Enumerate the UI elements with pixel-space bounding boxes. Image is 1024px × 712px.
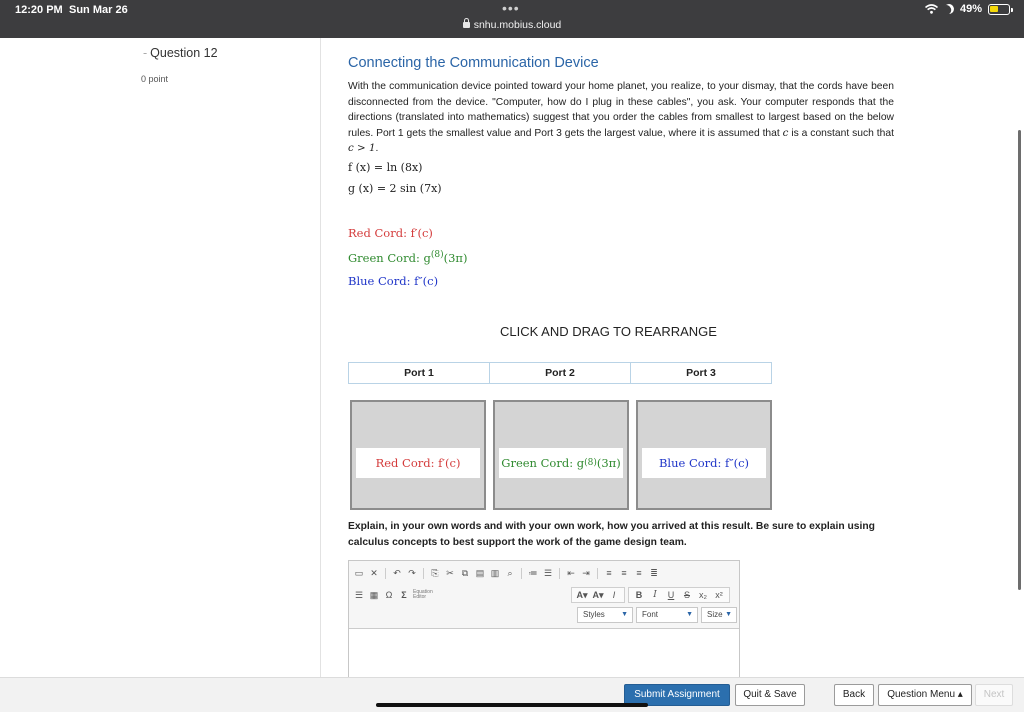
- blue-cord-label: Blue Cord: f″(c): [348, 274, 439, 288]
- divider: [521, 568, 522, 579]
- tile-arg: (3π): [596, 456, 621, 470]
- outdent-icon[interactable]: ⇤: [567, 568, 575, 578]
- lock-icon: [463, 22, 470, 28]
- multitasking-dots-icon[interactable]: •••: [502, 0, 520, 16]
- superscript-icon[interactable]: x²: [715, 590, 723, 600]
- align-right-icon[interactable]: ≡: [636, 568, 642, 578]
- divider: [385, 568, 386, 579]
- styles-select-label: Styles: [583, 610, 605, 619]
- size-select[interactable]: [701, 607, 737, 623]
- question-body: [348, 79, 894, 157]
- sigma-icon[interactable]: Σ: [401, 590, 407, 600]
- draggable-tile-blue-cord[interactable]: [636, 400, 772, 510]
- maximize-icon[interactable]: ✕: [370, 568, 378, 578]
- italic-icon[interactable]: I: [653, 590, 657, 600]
- tile-label: [499, 448, 623, 478]
- draggable-tile-green-cord[interactable]: [493, 400, 629, 510]
- question-title: Connecting the Communication Device: [348, 55, 599, 71]
- color-group: [571, 587, 625, 603]
- status-date: Sun Mar 26: [69, 4, 128, 16]
- status-time: 12:20 PM: [15, 4, 63, 16]
- bulleted-list-icon[interactable]: ☰: [543, 568, 553, 578]
- bottom-action-bar: [0, 677, 1024, 712]
- green-cord-order: (8): [430, 250, 444, 260]
- font-select[interactable]: [636, 607, 698, 623]
- red-cord-label: Red Cord: f′(c): [348, 226, 433, 240]
- text-color-icon[interactable]: A▾: [576, 590, 588, 600]
- editor-text-area[interactable]: [349, 630, 739, 677]
- size-select-label: Size: [707, 610, 723, 619]
- styles-select[interactable]: [577, 607, 633, 623]
- bold-icon[interactable]: B: [635, 590, 643, 600]
- tile-label: Blue Cord: f″(c): [642, 448, 766, 478]
- draggable-tile-red-cord[interactable]: [350, 400, 486, 510]
- toolbar-row-1: [353, 567, 660, 579]
- back-button[interactable]: Back: [834, 684, 874, 706]
- submit-assignment-button[interactable]: Submit Assignment: [624, 684, 730, 706]
- battery-percent: 49%: [959, 3, 982, 15]
- do-not-disturb-icon: [943, 3, 956, 16]
- copy-formatting-icon[interactable]: ⎘: [431, 568, 439, 578]
- chevron-down-icon: ▼: [725, 611, 732, 618]
- divider: [423, 568, 424, 579]
- indent-icon[interactable]: ⇥: [582, 568, 590, 578]
- strikethrough-icon[interactable]: S: [683, 590, 690, 600]
- question-number-label: Question 12: [150, 46, 218, 60]
- wifi-icon: [925, 4, 938, 14]
- question-body-text: With the communication device pointed toward your home planet, you realize, to your dismay, that the cords have been disconnected from the device. "Computer, how do I plug in these cables", you ask. Your computer responds that the directions (translated into mathematics) suggest that you order the cables from smallest to largest based on the below rules. Port 1 gets the smallest value and Port 3 gets the largest value, where it is assumed that: [348, 81, 894, 139]
- chevron-down-icon: ▼: [686, 611, 693, 618]
- status-bar: [0, 0, 1024, 38]
- subscript-icon[interactable]: x₂: [699, 590, 707, 600]
- home-indicator[interactable]: [376, 703, 648, 707]
- question-body-end: .: [375, 143, 379, 155]
- source-icon[interactable]: ▭: [354, 568, 364, 578]
- condition-expression: c > 1: [348, 142, 376, 155]
- copy-icon[interactable]: ⧉: [461, 568, 469, 578]
- chevron-down-icon: ▼: [621, 611, 628, 618]
- align-center-icon[interactable]: ≡: [621, 568, 627, 578]
- status-icons: [925, 3, 1010, 15]
- port-1-header: Port 1: [348, 362, 490, 384]
- question-body-mid: is a constant such that: [788, 127, 894, 139]
- table-icon[interactable]: ▦: [369, 590, 379, 600]
- constant-c: c: [782, 126, 789, 139]
- undo-icon[interactable]: ↶: [393, 568, 401, 578]
- paste-text-icon[interactable]: ▥: [490, 568, 500, 578]
- redo-icon[interactable]: ↷: [408, 568, 416, 578]
- answer-editor: [348, 560, 740, 678]
- quit-save-button[interactable]: Quit & Save: [735, 684, 805, 706]
- font-select-label: Font: [642, 610, 659, 619]
- underline-icon[interactable]: U: [667, 590, 675, 600]
- green-cord-arg: (3π): [443, 250, 468, 265]
- green-cord-text: Green Cord: g: [348, 250, 431, 265]
- remove-format-icon[interactable]: I: [612, 590, 616, 600]
- url-text: snhu.mobius.cloud: [473, 19, 562, 31]
- address-bar[interactable]: [0, 19, 1024, 31]
- battery-icon: [988, 4, 1010, 15]
- green-cord-label: [348, 250, 467, 265]
- question-sidebar: [0, 38, 321, 678]
- tile-order: (8): [584, 458, 597, 468]
- page-scrollbar[interactable]: [1018, 130, 1021, 590]
- g-definition: g (x) = 2 sin (7x): [348, 182, 442, 195]
- find-icon[interactable]: ⌕: [507, 568, 513, 578]
- align-left-icon[interactable]: ≡: [606, 568, 612, 578]
- port-2-header: Port 2: [489, 362, 631, 384]
- explain-prompt: Explain, in your own words and with your own work, how you arrived at this result. Be sure to explain using calculus concepts to best support the work of the game design team.: [348, 521, 875, 548]
- drag-instruction: CLICK AND DRAG TO REARRANGE: [500, 324, 717, 339]
- horizontal-line-icon[interactable]: ☰: [354, 590, 364, 600]
- format-group: [628, 587, 730, 603]
- cord-tiles: [350, 400, 772, 510]
- divider: [559, 568, 560, 579]
- port-3-header: Port 3: [630, 362, 772, 384]
- question-menu-button[interactable]: Question Menu ▴: [878, 684, 972, 706]
- special-character-icon[interactable]: Ω: [385, 590, 393, 600]
- cut-icon[interactable]: ✂: [446, 568, 454, 578]
- editor-toolbar: [349, 561, 739, 629]
- question-number[interactable]: - Question 12: [143, 46, 218, 60]
- background-color-icon[interactable]: A▾: [592, 590, 604, 600]
- equation-editor-button[interactable]: Equation Editor: [413, 589, 433, 600]
- port-headers: [348, 362, 771, 384]
- divider: [597, 568, 598, 579]
- battery-level: [990, 6, 998, 12]
- numbered-list-icon[interactable]: ≔: [528, 568, 538, 578]
- next-button[interactable]: Next: [975, 684, 1013, 706]
- f-definition: f (x) = ln (8x): [348, 161, 423, 174]
- tile-text: Green Cord: g: [501, 456, 585, 470]
- paste-icon[interactable]: ▤: [475, 568, 485, 578]
- justify-icon[interactable]: ≣: [650, 568, 658, 578]
- toolbar-row-2: [353, 587, 730, 603]
- tile-label: Red Cord: f′(c): [356, 448, 480, 478]
- question-points: 0 point: [141, 74, 169, 84]
